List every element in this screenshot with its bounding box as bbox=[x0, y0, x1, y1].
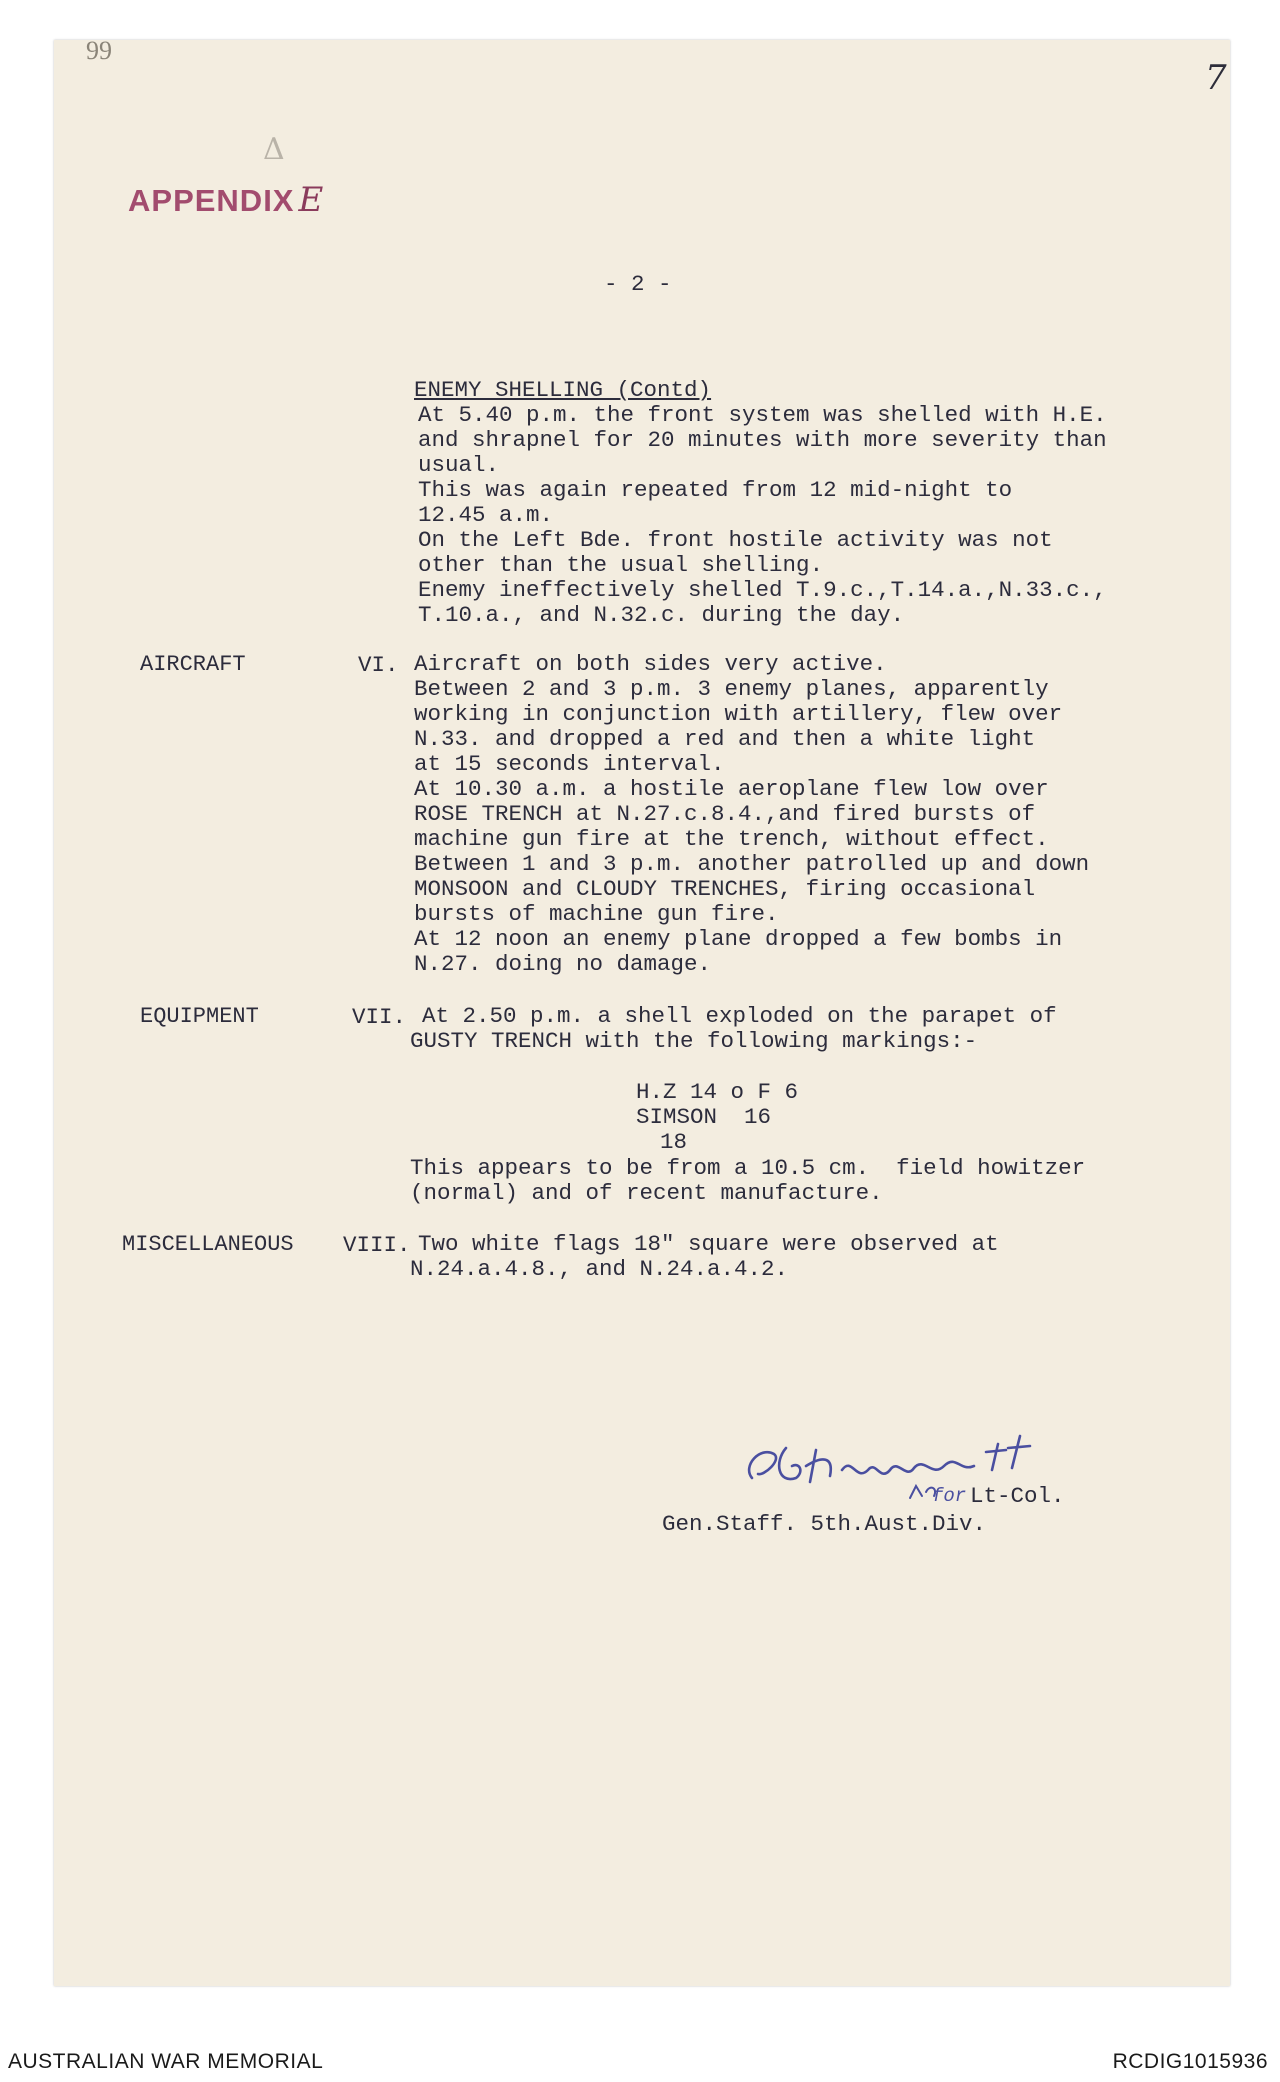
section-label-equipment: EQUIPMENT bbox=[140, 1004, 259, 1029]
signoff-unit: Gen.Staff. 5th.Aust.Div. bbox=[662, 1511, 987, 1537]
text-line: N.27. doing no damage. bbox=[414, 951, 712, 977]
section-label-miscellaneous: MISCELLANEOUS bbox=[122, 1232, 294, 1257]
text-line: At 2.50 p.m. a shell exploded on the parapet of bbox=[422, 1003, 1057, 1029]
text-line: usual. bbox=[418, 452, 500, 478]
text-line: At 5.40 p.m. the front system was shelled with H.E. bbox=[418, 402, 1107, 428]
faint-mark: Δ bbox=[263, 132, 285, 167]
text-line: At 10.30 a.m. a hostile aeroplane flew low over bbox=[414, 776, 1049, 802]
signoff-rank: Lt-Col. bbox=[970, 1483, 1065, 1509]
appendix-stamp-text: APPENDIX bbox=[128, 183, 295, 218]
text-line: This was again repeated from 12 mid-night to bbox=[418, 477, 1013, 503]
appendix-stamp bbox=[128, 180, 323, 220]
appendix-handwritten-letter: E bbox=[298, 180, 324, 220]
text-line: at 15 seconds interval. bbox=[414, 751, 725, 777]
text-line: This appears to be from a 10.5 cm. field howitzer bbox=[410, 1155, 1086, 1181]
text-line: (normal) and of recent manufacture. bbox=[410, 1180, 883, 1206]
text-line: other than the usual shelling. bbox=[418, 552, 824, 578]
shell-marking-line: SIMSON 16 bbox=[636, 1104, 772, 1130]
folio-number: 99 bbox=[86, 36, 112, 65]
text-line: machine gun fire at the trench, without effect. bbox=[414, 826, 1049, 852]
corner-page-number: 7 bbox=[1205, 58, 1227, 98]
text-line: N.24.a.4.8., and N.24.a.4.2. bbox=[410, 1256, 789, 1282]
page-marker: - 2 - bbox=[604, 271, 672, 297]
shell-marking-line: H.Z 14 o F 6 bbox=[636, 1079, 799, 1105]
text-line: Aircraft on both sides very active. bbox=[414, 651, 887, 677]
text-line: 12.45 a.m. bbox=[418, 502, 554, 528]
text-line: ROSE TRENCH at N.27.c.8.4.,and fired bursts of bbox=[414, 801, 1036, 827]
text-line: Between 2 and 3 p.m. 3 enemy planes, apparently bbox=[414, 676, 1049, 702]
text-line: Between 1 and 3 p.m. another patrolled up and down bbox=[414, 851, 1090, 877]
text-line: N.33. and dropped a red and then a white light bbox=[414, 726, 1036, 752]
section-label-aircraft: AIRCRAFT bbox=[140, 652, 246, 677]
signature-for-prefix: for bbox=[932, 1485, 967, 1507]
section-number-aircraft: VI. bbox=[358, 652, 399, 678]
text-line: Two white flags 18" square were observed at bbox=[418, 1231, 999, 1257]
section-heading-enemy-shelling: ENEMY SHELLING (Contd) bbox=[414, 377, 712, 403]
footer-record-id: RCDIG1015936 bbox=[1112, 2050, 1268, 2073]
text-line: T.10.a., and N.32.c. during the day. bbox=[418, 602, 905, 628]
section-number-miscellaneous: VIII. bbox=[343, 1232, 411, 1258]
text-line: MONSOON and CLOUDY TRENCHES, firing occasional bbox=[414, 876, 1036, 902]
section-number-equipment: VII. bbox=[352, 1004, 407, 1030]
text-line: GUSTY TRENCH with the following markings:- bbox=[410, 1028, 978, 1054]
footer-archive-name: AUSTRALIAN WAR MEMORIAL bbox=[8, 2050, 324, 2073]
shell-marking-line: 18 bbox=[660, 1129, 688, 1155]
text-line: Enemy ineffectively shelled T.9.c.,T.14.a.,N.33.c., bbox=[418, 577, 1107, 603]
text-line: working in conjunction with artillery, flew over bbox=[414, 701, 1063, 727]
text-line: On the Left Bde. front hostile activity was not bbox=[418, 527, 1053, 553]
text-line: and shrapnel for 20 minutes with more severity than bbox=[418, 427, 1107, 453]
text-line: bursts of machine gun fire. bbox=[414, 901, 779, 927]
text-line: At 12 noon an enemy plane dropped a few bombs in bbox=[414, 926, 1063, 952]
